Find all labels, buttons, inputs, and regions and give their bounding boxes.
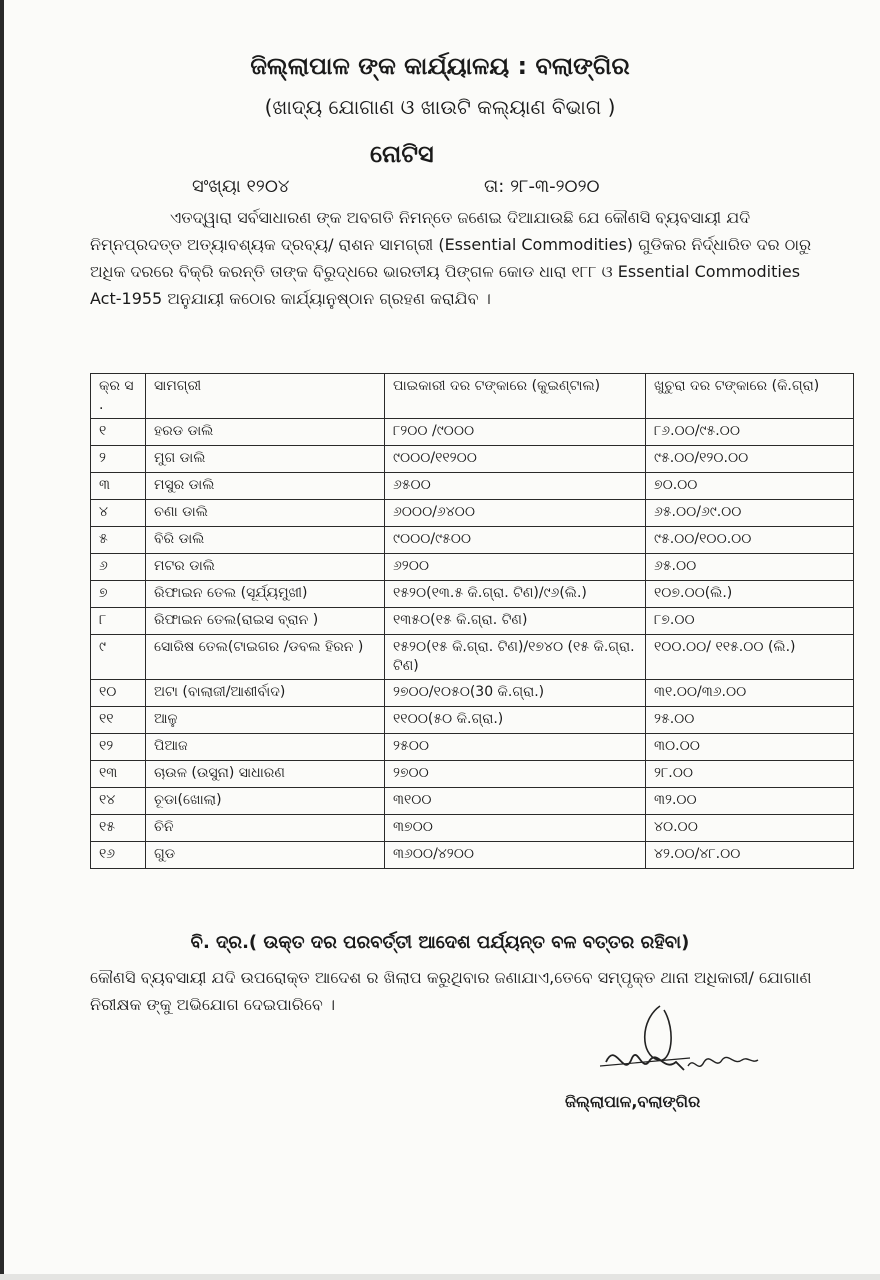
cell-wholesale: ୮୨୦୦ /୯୦୦୦ <box>385 419 646 446</box>
cell-item: ଚୂଡା(ଖୋଲା) <box>146 788 385 815</box>
cell-item: ଗୁଡ <box>146 842 385 869</box>
cell-wholesale: ୩୭୦୦ <box>385 815 646 842</box>
cell-serial: ୧୬ <box>91 842 146 869</box>
cell-serial: ୧୩ <box>91 761 146 788</box>
cell-item: ଅଟା (ବାଲାଜୀ/ଆଶୀର୍ବାଦ) <box>146 680 385 707</box>
cell-serial: ୧୨ <box>91 734 146 761</box>
cell-serial: ୨ <box>91 446 146 473</box>
cell-wholesale: ୩୬୦୦/୪୨୦୦ <box>385 842 646 869</box>
table-row <box>91 680 854 707</box>
header-item: ସାମଗ୍ରୀ <box>146 374 385 419</box>
cell-retail: ୪୦.୦୦ <box>646 815 854 842</box>
complaint-paragraph: କୌଣସି ବ୍ୟବସାୟୀ ଯଦି ଉପରୋକ୍ତ ଆଦେଶ ର ଖିଲାପ କରୁଥିବାର ଜଣାଯାଏ,ତେବେ ସମ୍ପୃକ୍ତ ଥାନା ଅଧିକାରୀ/ ଯୋଗାଣ ନିରୀକ୍ଷକ ଙ୍କୁ ଅଭିଯୋଗ ଦେଇପାରିବେ । <box>90 968 812 1014</box>
table-row <box>91 761 854 788</box>
table-row <box>91 500 854 527</box>
cell-retail: ୬୫.୦୦/୬୯.୦୦ <box>646 500 854 527</box>
cell-retail: ୨୮.୦୦ <box>646 761 854 788</box>
cell-item: ସୋରିଷ ତେଲ(ଟାଇଗର /ଡବଲ ହିରନ ) <box>146 635 385 680</box>
table-row <box>91 554 854 581</box>
table-row <box>91 815 854 842</box>
cell-wholesale: ୯୦୦୦/୧୧୨୦୦ <box>385 446 646 473</box>
cell-retail: ୧୦୦.୦୦/ ୧୧୫.୦୦ (ଲି.) <box>646 635 854 680</box>
cell-serial: ୧ <box>91 419 146 446</box>
table-row <box>91 788 854 815</box>
cell-retail: ୩୧.୦୦/୩୬.୦୦ <box>646 680 854 707</box>
scan-border <box>0 0 4 1280</box>
table-row <box>91 734 854 761</box>
table-row <box>91 527 854 554</box>
cell-retail: ୩୦.୦୦ <box>646 734 854 761</box>
notice-heading: ନୋଟିସ <box>370 140 434 168</box>
cell-retail: ୪୨.୦୦/୪୮.୦୦ <box>646 842 854 869</box>
table-row <box>91 473 854 500</box>
cell-wholesale: ୬୨୦୦ <box>385 554 646 581</box>
cell-wholesale: ୨୭୦୦/୧୦୫୦(30 କି.ଗ୍ରା.) <box>385 680 646 707</box>
cell-wholesale: ୨୭୦୦ <box>385 761 646 788</box>
cell-serial: ୫ <box>91 527 146 554</box>
notice-date: ତା: ୨୮-୩-୨୦୨୦ <box>484 176 600 197</box>
cell-wholesale: ୩୧୦୦ <box>385 788 646 815</box>
cell-item: ପିଆଜ <box>146 734 385 761</box>
cell-retail: ୭୦.୦୦ <box>646 473 854 500</box>
header-serial: କ୍ର ସ . <box>91 374 146 419</box>
footnote: ବି. ଦ୍ର.( ଉକ୍ତ ଦର ପରବର୍ତ୍ତୀ ଆଦେଶ ପର୍ଯ୍ୟନ୍ତ ବଳ ବତ୍ତର ରହିବା) <box>190 932 690 953</box>
scan-border-bottom <box>0 1274 880 1280</box>
price-table <box>90 373 854 869</box>
cell-serial: ୪ <box>91 500 146 527</box>
table-row <box>91 419 854 446</box>
cell-wholesale: ୧୫୨୦(୧୫ କି.ଗ୍ରା. ଟିଣ)/୧୭୪୦ (୧୫ କି.ଗ୍ରା. ଟିଣ) <box>385 635 646 680</box>
cell-item: ରିଫାଇନ ତେଲ (ସୂର୍ଯ୍ୟମୁଖୀ) <box>146 581 385 608</box>
cell-serial: ୭ <box>91 581 146 608</box>
cell-item: ଚଣା ଡାଲି <box>146 500 385 527</box>
cell-item: ବିରି ଡାଲି <box>146 527 385 554</box>
cell-wholesale: ୧୩୫୦(୧୫ କି.ଗ୍ରା. ଟିଣ) <box>385 608 646 635</box>
header-wholesale: ପାଇକାରୀ ଦର ଟଙ୍କାରେ (କୁଇଣ୍ଟାଲ) <box>385 374 646 419</box>
table-row <box>91 608 854 635</box>
cell-retail: ୯୫.୦୦/୧୨୦.୦୦ <box>646 446 854 473</box>
cell-item: ହରଡ ଡାଲି <box>146 419 385 446</box>
header-retail: ଖୁଚୁରା ଦର ଟଙ୍କାରେ (କି.ଗ୍ରା) <box>646 374 854 419</box>
table-header-row <box>91 374 854 419</box>
cell-item: ମଟର ଡାଲି <box>146 554 385 581</box>
cell-item: ରିଫାଇନ ତେଲ(ରାଇସ ବ୍ରାନ ) <box>146 608 385 635</box>
cell-item: ଚିନି <box>146 815 385 842</box>
cell-serial: ୧୧ <box>91 707 146 734</box>
cell-wholesale: ୬୦୦୦/୬୪୦୦ <box>385 500 646 527</box>
table-row <box>91 635 854 680</box>
signature-image <box>580 1000 780 1090</box>
cell-serial: ୧୪ <box>91 788 146 815</box>
intro-paragraph: ଏତଦ୍ୱାରା ସର୍ବସାଧାରଣ ଙ୍କ ଅବଗତି ନିମନ୍ତେ ଜଣେଇ ଦିଆଯାଉଛି ଯେ କୌଣସି ବ୍ୟବସାୟୀ ଯଦି ନିମ୍ନପ୍ରଦତ୍ତ ଅତ୍ୟାବଶ୍ୟକ ଦ୍ରବ୍ୟ/ ରାଶନ ସାମଗ୍ରୀ (Essential Commodities) ଗୁଡିକର ନିର୍ଦ୍ଧାରିତ ଦର ଠାରୁ ଅଧିକ ଦରରେ ବିକ୍ରି କରନ୍ତି ତାଙ୍କ ବିରୁଦ୍ଧରେ ଭାରତୀୟ ପିଙ୍ଗଳ କୋଡ ଧାରା ୧୮୮ ଓ Essential Commodities Act-1955 ଅନୁଯାୟୀ କଠୋର କାର୍ଯ୍ୟାନୁଷ୍ଠାନ ଗ୍ରହଣ କରାଯିବ । <box>90 208 812 308</box>
department-subtitle: (ଖାଦ୍ୟ ଯୋଗାଣ ଓ ଖାଉଟି କଲ୍ୟାଣ ବିଭାଗ ) <box>264 95 616 119</box>
table-row <box>91 446 854 473</box>
cell-retail: ୬୫.୦୦ <box>646 554 854 581</box>
cell-item: ମୁଗ ଡାଲି <box>146 446 385 473</box>
cell-retail: ୨୫.୦୦ <box>646 707 854 734</box>
table-body <box>91 419 854 869</box>
table-row <box>91 707 854 734</box>
cell-wholesale: ୬୫୦୦ <box>385 473 646 500</box>
table-row <box>91 842 854 869</box>
cell-serial: ୬ <box>91 554 146 581</box>
cell-retail: ୮୭.୦୦ <box>646 608 854 635</box>
cell-wholesale: ୯୦୦୦/୯୫୦୦ <box>385 527 646 554</box>
cell-serial: ୧୦ <box>91 680 146 707</box>
cell-item: ଆଳୁ <box>146 707 385 734</box>
cell-retail: ୩୨.୦୦ <box>646 788 854 815</box>
cell-retail: ୧୦୭.୦୦(ଲି.) <box>646 581 854 608</box>
cell-serial: ୯ <box>91 635 146 680</box>
cell-wholesale: ୨୫୦୦ <box>385 734 646 761</box>
reference-number: ସଂଖ୍ୟା ୧୨୦୪ <box>192 176 290 197</box>
cell-wholesale: ୧୧୦୦(୫୦ କି.ଗ୍ରା.) <box>385 707 646 734</box>
cell-serial: ୩ <box>91 473 146 500</box>
table-row <box>91 581 854 608</box>
office-title: ଜିଲ୍ଲାପାଳ ଙ୍କ କାର୍ଯ୍ୟାଳୟ : ବଲାଙ୍ଗିର <box>250 52 630 80</box>
cell-retail: ୯୫.୦୦/୧୦୦.୦୦ <box>646 527 854 554</box>
cell-item: ମସୁର ଡାଲି <box>146 473 385 500</box>
cell-wholesale: ୧୫୨୦(୧୩.୫ କି.ଗ୍ରା. ଟିଣ)/୯୬(ଲି.) <box>385 581 646 608</box>
cell-serial: ୧୫ <box>91 815 146 842</box>
cell-retail: ୮୬.୦୦/୯୫.୦୦ <box>646 419 854 446</box>
cell-serial: ୮ <box>91 608 146 635</box>
designation: ଜିଲ୍ଲାପାଳ,ବଲାଙ୍ଗିର <box>565 1092 701 1111</box>
cell-item: ଚାଉଳ (ଉସୁନା) ସାଧାରଣ <box>146 761 385 788</box>
